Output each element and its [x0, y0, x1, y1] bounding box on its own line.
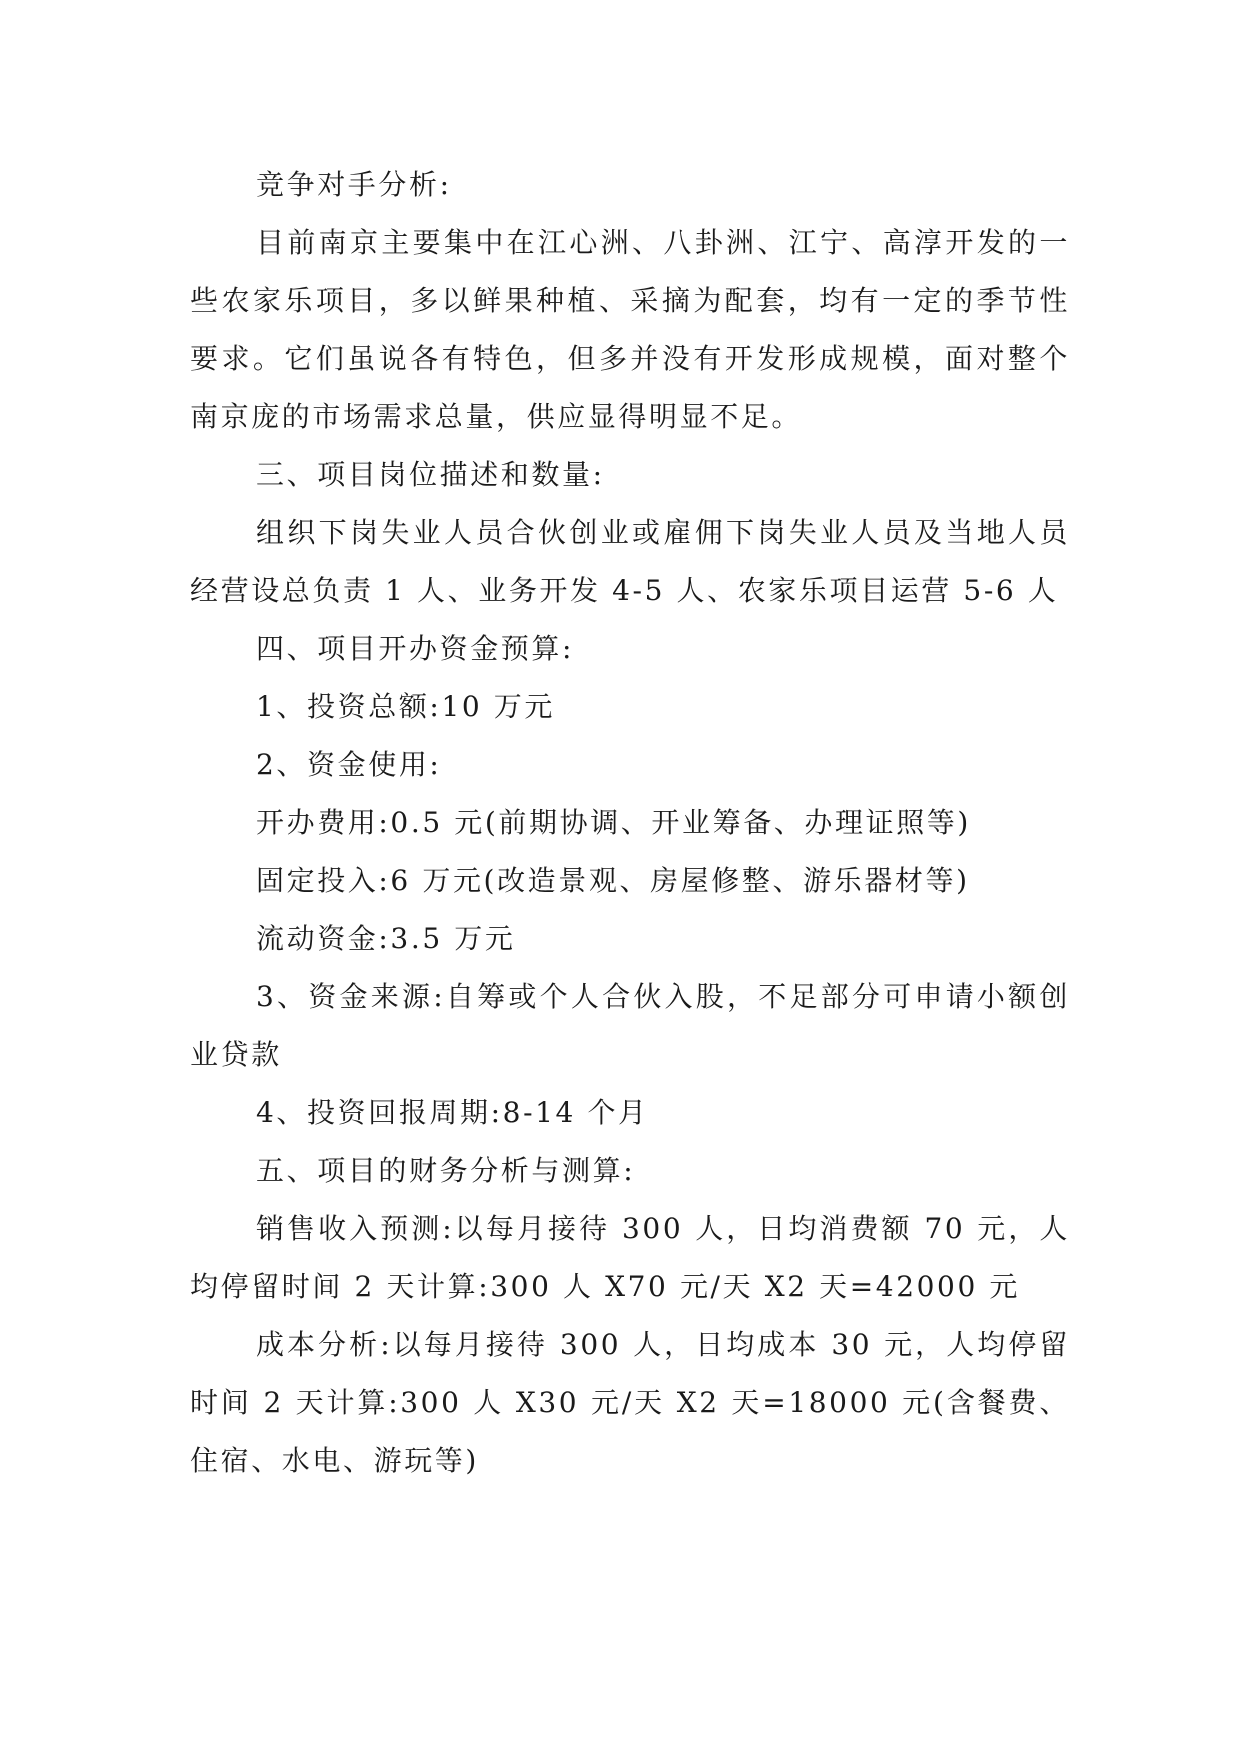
- paragraph-cost-analysis: 成本分析:以每月接待 300 人，日均成本 30 元，人均停留时间 2 天计算:300 人 X30 元/天 X2 天=18000 元(含餐费、住宿、水电、游玩等): [190, 1328, 1070, 1477]
- budget-opening-cost: 开办费用:0.5 元(前期协调、开业筹备、办理证照等): [256, 806, 971, 839]
- heading-budget: 四、项目开办资金预算:: [256, 632, 575, 665]
- heading-financial-analysis: 五、项目的财务分析与测算:: [256, 1154, 636, 1187]
- heading-competitor-analysis: 竞争对手分析:: [256, 168, 452, 201]
- paragraph-competitor-detail: 目前南京主要集中在江心洲、八卦洲、江宁、高淳开发的一些农家乐项目，多以鲜果种植、采摘为配套，均有一定的季节性要求。它们虽说各有特色，但多并没有开发形成规模，面对整个南京庞的市场需求总量，供应显得明显不足。: [190, 226, 1070, 433]
- heading-positions: 三、项目岗位描述和数量:: [256, 458, 605, 491]
- budget-usage-heading: 2、资金使用:: [256, 748, 442, 781]
- paragraph-positions-detail: 组织下岗失业人员合伙创业或雇佣下岗失业人员及当地人员经营设总负责 1 人、业务开发 4-5 人、农家乐项目运营 5-6 人: [190, 516, 1070, 607]
- budget-payback-period: 4、投资回报周期:8-14 个月: [256, 1096, 649, 1129]
- budget-total: 1、投资总额:10 万元: [256, 690, 555, 723]
- paragraph-revenue-forecast: 销售收入预测:以每月接待 300 人，日均消费额 70 元，人均停留时间 2 天计算:300 人 X70 元/天 X2 天=42000 元: [190, 1212, 1070, 1303]
- budget-funding-source: 3、资金来源:自筹或个人合伙入股，不足部分可申请小额创业贷款: [190, 980, 1070, 1071]
- document-body: [190, 156, 1070, 1490]
- budget-working-capital: 流动资金:3.5 万元: [256, 922, 516, 955]
- budget-fixed-investment: 固定投入:6 万元(改造景观、房屋修整、游乐器材等): [256, 864, 970, 897]
